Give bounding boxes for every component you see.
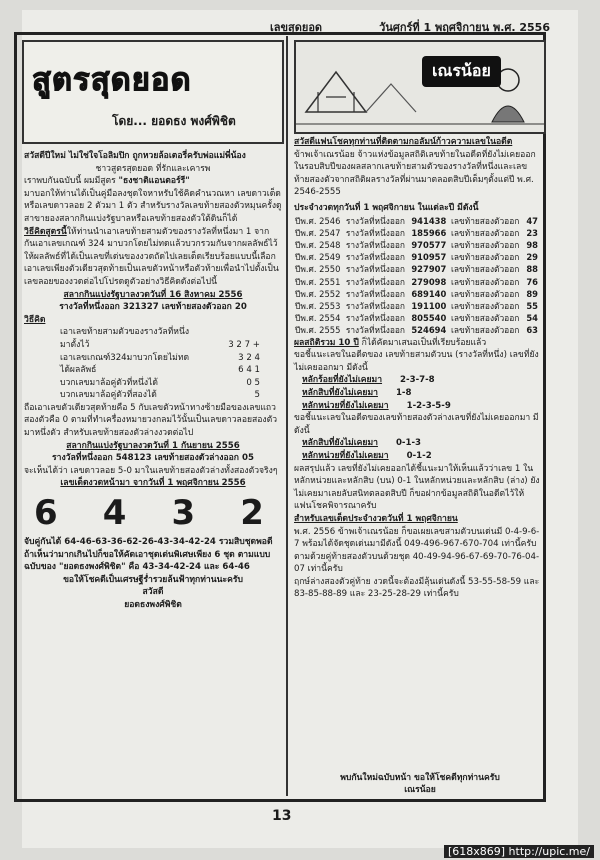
calc-row [60,389,260,402]
prize-cell: ปีพ.ศ. 2546 [295,215,341,226]
lucky-digit: 3 [171,493,196,534]
low-paragraph: ฤกษ์ล่างสองตัวคู่ท้าย งวดนี้จะต้องมีลุ้นเด่นดังนี้ 53-55-58-59 และ 83-85-88-89 และ 23-25-28-29 เท่านี้ครับ [294,576,540,600]
prize-cell: 970577 [411,239,447,250]
prize-cell: 76 [526,276,538,287]
intro-text: เราพบกันฉบับนี้ ผมมีสูตร [24,176,116,187]
method-text: ให้ท่านนำเอาเลขท้ายสามตัวของรางวัลที่หนึ่งมา 1 จากกันเอาเลขเกณฑ์ 324 มาบวกโดยไม่ทดแล้วบวกรวมกันจากผลลัพธ์ไว้ ให้ผลลัพธ์ที่ได้เป็นเลขที่เด่นของงวดถัดไปเลยเด็ดเรียบร้อยแบบนี้เลือกเอาเลขเพียงตัวเดียวสุดท้ายเป็นเลขตัวหน้าหรือตัวท้ายเพื่อนำไปตั้งเป็นเลขลอยของงวดต่อไปโปรดดูตัวอย่างวิธีคิดดังต่อไปนี้ [24,226,279,287]
watermark: [618x869] http://upic.me/ [444,845,594,858]
next-draw-title: เลขเด็ดงวดหน้ามา จากวันที่ 1 พฤศจิกายน 2556 [60,478,246,489]
prize-cell: ปีพ.ศ. 2552 [295,288,341,299]
calc-row [60,352,260,365]
prize-cell: รางวัลที่หนึ่งออก [345,227,405,238]
prize-row [294,251,540,263]
right-column [294,136,540,601]
position-row [302,450,540,463]
calc-value: 6 4 1 [238,365,260,376]
position-row [302,374,540,387]
prize-cell: เลขท้ายสองตัวออก [450,239,520,250]
calc-row [60,377,260,390]
right-intro-body: ข้าพเจ้าเณรน้อย จ้าวแห่งข้อมูลสถิติเลขท้ายในอดีตที่ยังไม่เคยออกในรอบสิบปีของผลสลากเลขท้ายสามตัวของรางวัลที่หนึ่งและเลขท้ายสองตัวจากสถิติผลรางวัลที่ผ่านมาตลอดสิบปีเต็มๆตั้งแต่ปี พ.ศ. 2546-2555 [294,149,536,198]
summary-line [294,337,540,350]
lucky-digits [34,494,264,532]
example2-title: สลากกินแบ่งรัฐบาลงวดวันที่ 1 กันยายน 2556 [66,440,240,451]
calc-label: เอาเลขท้ายสามตัวของรางวัลที่หนึ่ง [60,327,190,338]
bottom-digits-list [302,437,540,462]
intro-line [24,175,282,188]
position-value: 1-2-3-5-9 [406,400,451,411]
prize-cell: เลขท้ายสองตัวออก [450,227,520,238]
prize-cell: 54 [526,313,538,324]
position-value: 0-1-2 [406,450,432,461]
prize-cell: 941438 [411,215,447,226]
prize-cell: 98 [526,239,538,250]
calculation-block [60,326,282,402]
prize-cell: รางวัลที่หนึ่งออก [345,252,405,263]
prize-row [294,215,540,227]
prize-cell: ปีพ.ศ. 2549 [295,252,341,263]
position-label: หลักสิบที่ยังไม่เคยมา [302,438,378,449]
author-signature: ยอดธงพงศ์พิชิต [124,600,182,610]
prize-row [294,276,540,288]
position-value: 0-1-3 [395,438,422,449]
prize-cell: เลขท้ายสองตัวออก [450,252,520,263]
prize-row [294,312,540,324]
calc-value: 0 5 [246,377,260,388]
header-date: วันศุกร์ที่ 1 พฤศจิกายน พ.ศ. 2556 [379,21,550,34]
prize-cell: 89 [526,288,538,299]
calc-value: 5 [254,390,260,401]
prize-cell: รางวัลที่หนึ่งออก [345,276,405,287]
position-row [302,400,540,413]
sawasdee: สวัสดี [142,587,164,598]
column-divider [286,36,288,796]
howto-label: วิธีคิด [24,314,46,325]
prize-cell: รางวัลที่หนึ่งออก [345,313,405,324]
page-number: 13 [272,808,292,824]
lucky-digit: 4 [102,493,127,534]
prize-cell: ปีพ.ศ. 2548 [295,239,341,250]
prize-cell: เลขท้ายสองตัวออก [450,276,520,287]
calc-label: บวกเลขมาล้อคู่ตัวที่หนึ่งได้ [60,377,158,388]
result-paragraph: ถือเอาเลขตัวเดียวสุดท้ายคือ 5 กับเลขตัวหน้าทางซ้ายมือของเลขแถวสองตัวคือ 0 ตามที่ทำเครื่องหมายวงกลมไว้นั้นเป็นเลขดาวลอยสองตัวมาหนึ่งตัว สำหรับเลขท้ายสองตัวล่างงวดต่อไป [24,402,278,439]
calc-label: มาตั้งไว้ [60,339,90,350]
analysis-paragraph: ผลสรุปแล้ว เลขที่ยังไม่เคยออกได้ชี้แนะมาให้เห็นแล้วว่าเลข 1 ในหลักหน่วยและหลักสิบ (บน) 0-1 ในหลักหน่วยและหลักสิบ (ล่าง) ยังไม่เคยมาเลยลับสนิทตลอดสิบปี ก็ขอฝากข้อมูลสถิติในอดีตไว้ให้แฟนโชคพิจารณาครับ [294,463,540,512]
bottom-intro: ขอชี้แนะเลขในอดีตของเลขท้ายสองตัวล่างเลขที่ยังไม่เคยออกมา มีดังนี้ [294,413,539,436]
table-title: ประจำงวดทุกวันที่ 1 พฤศจิกายน ในแต่ละปี มีดังนี้ [294,202,479,213]
intro-paragraph: มาบอกให้ท่านได้เป็นคู่มือลงชุดใจหาหรับใช้คิดคำนวณหา เลขดาวเด็ดหรือเลขดาวลอย 2 ตัวมา 1 ตัว สำหรับรางวัลเลขท้ายสองตัวหมุนครั้งดูสาขายองสลากกินแบ่งรัฐบาลหรือเลขท้ายสองตัวใต้ดินก็ได้ [24,188,282,224]
prize-row [294,239,540,251]
prize-row [294,288,540,300]
position-label: หลักร้อยที่ยังไม่เคยมา [302,375,383,386]
calc-label: ได้ผลลัพธ์ [60,365,97,376]
prize-cell: รางวัลที่หนึ่งออก [345,325,405,336]
prize-history-table [294,215,540,337]
prize-cell: ปีพ.ศ. 2555 [295,325,341,336]
prize-row [294,324,540,336]
final-title: สำหรับเลขเด็ดประจำงวดวันที่ 1 พฤศจิกายน [294,513,458,524]
prize-cell: 88 [526,264,538,275]
prize-cell: รางวัลที่หนึ่งออก [345,300,405,311]
nen-signature: เณรน้อย [404,785,436,795]
prize-cell: 191100 [411,300,447,311]
prize-cell: ปีพ.ศ. 2550 [295,264,341,275]
header-title: เลขสุดยอด [270,21,323,34]
prize-cell: ปีพ.ศ. 2554 [295,313,341,324]
temple-illustration [296,42,546,134]
prize-cell: 689140 [411,288,447,299]
top-digits-list [302,374,540,412]
footer-text: พบกันใหม่ฉบับหน้า ขอให้โชคดีทุกท่านครับ [340,773,500,783]
pairs-paragraph: จับคู่กันได้ 64-46-63-36-62-26-43-34-42-24 รวมสิบชุดพอดี ถ้าเห็นว่ามากเกินไปก็ขอให้คัดเอาชุดเด่นพิเศษเพียง 6 ชุด ตามแบบฉบับของ "ยอดธงพงศ์พิชิต" คือ 43-34-42-24 และ 64-46 [24,537,273,573]
prize-cell: 185966 [411,227,447,238]
banner-title: เณรน้อย [422,56,501,87]
calc-value: 3 2 4 [238,352,260,363]
greeting: สวัสดีปีใหม่ ไม่ใช่ใจโอลิมปิก ถูกหวยล้อเตอรี่ครับพ่อแม่พี่น้อง [24,151,246,161]
example2-note: จะเห็นได้ว่า เลขดาวลอย 5-0 มาในเลขท้ายสองตัวล่างทั้งสองตัวจริงๆ [24,465,278,476]
prize-cell: ปีพ.ศ. 2547 [295,227,341,238]
prize-cell: รางวัลที่หนึ่งออก [345,215,405,226]
prize-cell: 63 [526,325,538,336]
position-label: หลักหน่วยที่ยังไม่เคยมา [302,400,389,411]
summary-head: ผลสถิติรวม 10 ปี [294,337,359,348]
example1-title: สลากกินแบ่งรัฐบาลงวดวันที่ 16 สิงหาคม 2556 [63,289,243,300]
prize-cell: เลขท้ายสองตัวออก [450,300,520,311]
position-row [302,437,540,450]
calc-row [60,364,260,377]
prize-row [294,300,540,312]
prize-cell: เลขท้ายสองตัวออก [450,325,520,336]
example1-result: รางวัลที่หนึ่งออก 321327 เลขท้ายสองตัวออก 20 [59,302,247,313]
logo-author: โดย... ยอดธง พงศ์พิชิต [112,114,236,128]
left-column [24,150,282,612]
prize-cell: เลขท้ายสองตัวออก [450,288,520,299]
prize-cell: 524694 [411,325,447,336]
example2-result: รางวัลที่หนึ่งออก 548123 เลขท้ายสองตัวล่างออก 05 [52,453,254,464]
prize-cell: 927907 [411,264,447,275]
position-label: หลักหน่วยที่ยังไม่เคยมา [302,450,389,461]
calc-row [60,339,260,352]
prize-cell: 55 [526,300,538,311]
prize-cell: รางวัลที่หนึ่งออก [345,264,405,275]
blessing: ขอให้โชคดีเป็นเศรษฐีร่ำรวยล้นฟ้าทุกท่านนะครับ [63,574,243,585]
prize-cell: 805540 [411,313,447,324]
top-intro: ขอชี้แนะเลขในอดีตของ เลขท้ายสามตัวบน (รางวัลที่หนึ่ง) เลขที่ยังไม่เคยออกมา มีดังนี้ [294,350,539,373]
prize-cell: เลขท้ายสองตัวออก [450,215,520,226]
right-intro-head: สวัสดีแฟนโชคทุกท่านที่ติดตามกอลัมน์ก้าวความเลขในอดีต [294,137,513,147]
prize-cell: 47 [526,215,538,226]
prize-cell: เลขท้ายสองตัวออก [450,264,520,275]
position-value: 2-3-7-8 [400,375,435,386]
prize-row [294,227,540,239]
prize-cell: 23 [526,227,538,238]
column-banner [294,40,546,134]
position-value: 1-8 [395,387,412,398]
prize-cell: รางวัลที่หนึ่งออก [345,288,405,299]
prize-row [294,263,540,275]
summary-text: ก็ได้คัดมาเสนอเป็นที่เรียบร้อยแล้ว [361,337,487,348]
prize-cell: 910957 [411,252,447,263]
lucky-digit: 2 [240,493,264,534]
method-paragraph [24,226,282,289]
prize-cell: ปีพ.ศ. 2551 [295,276,341,287]
prize-cell: รางวัลที่หนึ่งออก [345,239,405,250]
calc-label: บวกเลขมาล้อคู่ตัวที่สองได้ [60,390,157,401]
prize-cell: ปีพ.ศ. 2553 [295,300,341,311]
column-logo [22,40,284,144]
formula-name: "ธงชาติแอนตอร์รี" [118,176,190,187]
prize-cell: 29 [526,252,538,263]
position-row [302,387,540,400]
prize-cell: 279098 [411,276,447,287]
position-label: หลักสิบที่ยังไม่เคยมา [302,387,378,398]
logo-title: สูตรสุดยอด [32,62,192,98]
final-paragraph: พ.ศ. 2556 ข้าพเจ้าเณรน้อย ก็ขอเผยเลขสามตัวบนเด่นมี 0-4-9-6-7 พร้อมได้จัดชุดเด่นมามีดังนี้ 049-496-967-670-704 เท่านี้ครับ ตามด้วยคู่ท้ายสองตัวบนด้วยชุด 40-49-94-96-67-69-70-76-04-07 เท่านี้ครับ [294,526,540,575]
calc-label: เอาเลขเกณฑ์324มาบวกโดยไม่ทด [60,352,190,363]
prize-cell: เลขท้ายสองตัวออก [450,313,520,324]
lucky-digit: 6 [34,493,58,534]
right-footer [300,772,540,796]
calc-value: 3 2 7 + [228,339,260,350]
greeting-sub: ชาวสูตรสุดยอด ที่รักและเคารพ [95,163,211,174]
method-label: วิธีคิดสูตรนี้ [24,226,67,237]
calc-row [60,326,260,339]
